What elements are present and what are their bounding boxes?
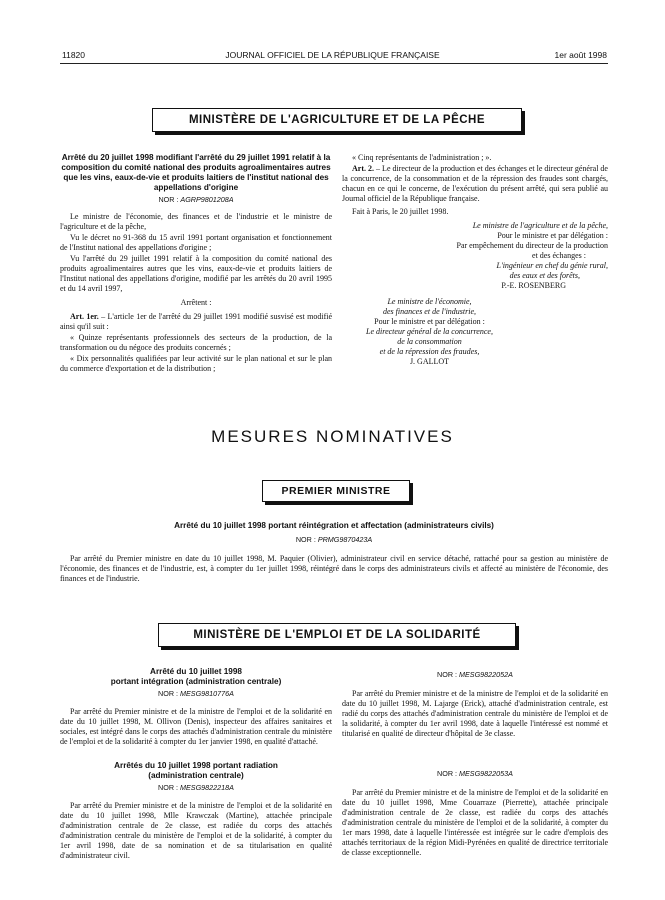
nor-reference <box>60 783 332 792</box>
arrete-body <box>60 707 332 747</box>
arrete-title <box>60 667 332 687</box>
nor-label: NOR : <box>295 535 316 544</box>
nor-reference <box>60 689 332 698</box>
signature-line: des eaux et des forêts, <box>509 271 580 280</box>
nor-code: MESG9810776A <box>180 689 234 698</box>
nor-code: MESG9822053A <box>459 769 513 778</box>
paragraph: Par arrêté du Premier ministre et de la ministre de l'emploi et de la solidarité en date du 10 juillet 1998, Mlle Krawczak (Martine), attachée principale d'administration centrale de 2e classe, est radiée du corps des attachés d'administration centrale du ministère de l'emploi et de la solidarité, à compter du 1er avril 1998, date de sa nomination et de sa titularisation en qualité d'administrateur civil. <box>60 801 332 860</box>
arrete-title: Arrêté du 10 juillet 1998 portant réintégration et affectation (administrateurs civils) <box>174 521 494 530</box>
ministry-emploi-banner: MINISTÈRE DE L'EMPLOI ET DE LA SOLIDARITÉ <box>158 623 516 647</box>
signature-line: Le directeur général de la concurrence, <box>366 327 493 336</box>
signatory-name: J. GALLOT <box>409 357 450 366</box>
nor-label: NOR : <box>437 769 457 778</box>
title-line: Arrêtés du 10 juillet 1998 portant radiation <box>114 761 278 770</box>
nor-code: MESG9822218A <box>180 783 234 792</box>
article-label: Art. 1er. <box>70 312 99 321</box>
arrete-continuation <box>342 153 608 217</box>
paragraph: « Cinq représentants de l'administration ; ». <box>352 153 492 162</box>
ministry-premier-banner: PREMIER MINISTRE <box>262 480 410 502</box>
emploi-left-column <box>60 667 332 862</box>
signature-line: de la consommation <box>397 337 462 346</box>
signature-line: Pour le ministre et par délégation : <box>497 231 608 240</box>
title-line: portant intégration (administration centrale) <box>110 677 282 686</box>
agriculture-left-column <box>60 153 332 375</box>
signatory-name: P.-E. ROSENBERG <box>501 281 566 290</box>
place-date: Fait à Paris, le 20 juillet 1998. <box>352 207 449 216</box>
nor-label: NOR : <box>158 689 178 698</box>
agriculture-right-column <box>342 153 608 367</box>
signature-line: et des échanges : <box>532 251 586 260</box>
nor-label: NOR : <box>158 783 178 792</box>
paragraph: Par arrêté du Premier ministre et de la ministre de l'emploi et de la solidarité en date du 10 juillet 1998, M. Ollivon (Denis), inspecteur des affaires sanitaires et sociales, est intégré dans le corps des attachés d'administration centrale du ministère de l'emploi et de la solidarité à compter du 1er janvier 1998, en qualité d'attaché. <box>60 707 332 746</box>
signature-role: des finances et de l'industrie, <box>382 307 477 316</box>
arrete-body <box>60 212 332 374</box>
paragraph: Le ministre de l'économie, des finances et de l'industrie et le ministre de l'agriculture et de la pêche, <box>60 212 332 231</box>
section-heading: MESURES NOMINATIVES <box>211 427 454 446</box>
paragraph: Vu l'arrêté du 29 juillet 1991 relatif à la composition du comité national des produits agroalimentaires autres que les vins, eaux-de-vie et produits laitiers de l'Institut national des appellations d'origine, modifié par les arrêtés du 20 avril 1995 et du 14 avril 1997, <box>60 254 332 293</box>
nor-code: MESG9822052A <box>459 670 513 679</box>
paragraph: Par arrêté du Premier ministre et de la ministre de l'emploi et de la solidarité en date du 10 juillet 1998, Mme Couarraze (Pierrette), attachée principale d'administration centrale de 2e classe, est radiée du corps des attachés d'administration centrale du ministère de l'emploi et de la solidarité, à compter du 1er mars 1998, date à laquelle l'intéressée est intégrée sur le cadre d'emplois des attachés territoriaux de la région Midi-Pyrénées en qualité de directrice territoriale de classe exceptionnelle. <box>342 788 608 857</box>
article-1 <box>60 312 332 332</box>
arrete-body <box>60 801 332 861</box>
article-text: – L'article 1er de l'arrêté du 29 juillet 1991 modifié susvisé est modifié ainsi qu'il suit : <box>60 312 333 331</box>
arrete-body <box>342 689 608 739</box>
nor-code: AGRP9801208A <box>180 195 234 204</box>
paragraph: « Dix personnalités qualifiées par leur activité sur le plan national et sur le plan du commerce d'exportation et de la distribution ; <box>60 354 332 373</box>
nor-reference <box>342 670 608 679</box>
nor-label: NOR : <box>437 670 457 679</box>
paragraph: Par arrêté du Premier ministre et de la ministre de l'emploi et de la solidarité en date du 10 juillet 1998, M. Lajarge (Erick), attaché d'administration centrale, est radié du corps des attachés d'administration centrale du ministère de l'emploi et de la solidarité, à compter du 1er avril 1998, date à laquelle l'intéressé est nommé et titularisé en qualité de directeur d'hôpital de 3e classe. <box>342 689 608 738</box>
arrete-body <box>60 554 608 585</box>
page-number: 11820 <box>62 50 86 60</box>
signature-line: Par empêchement du directeur de la production <box>456 241 608 250</box>
issue-date: 1er août 1998 <box>554 50 607 60</box>
header-rule <box>60 63 608 64</box>
signature-line: et de la répression des fraudes, <box>379 347 480 356</box>
journal-title: JOURNAL OFFICIEL DE LA RÉPUBLIQUE FRANÇAISE <box>225 50 440 60</box>
paragraph: « Quinze représentants professionnels des secteurs de la production, de la transformation ou du négoce des produits concernés ; <box>60 333 332 352</box>
paragraph: Par arrêté du Premier ministre en date du 10 juillet 1998, M. Paquier (Olivier), administrateur civil en service détaché, rattaché pour sa gestion au ministère de l'économie, des finances et de l'industrie, est, à compter du 1er juillet 1998, réintégré dans le corps des administrateurs civils et affecté au ministère de l'économie, des finances et de l'industrie. <box>60 554 608 583</box>
nor-reference <box>60 535 608 544</box>
nor-code: PRMG9870423A <box>317 535 373 544</box>
signature-block-economie <box>342 297 517 367</box>
title-line: (administration centrale) <box>148 771 244 780</box>
article-label: Art. 2. <box>352 164 375 173</box>
nor-reference <box>60 195 332 204</box>
title-line: Arrêté du 10 juillet 1998 <box>150 667 242 676</box>
ministry-agriculture-banner: MINISTÈRE DE L'AGRICULTURE ET DE LA PÊCHE <box>152 108 522 132</box>
arrete-title: Arrêté du 20 juillet 1998 modifiant l'arrêté du 29 juillet 1991 relatif à la composition du comité national des produits agroalimentaires autres que les vins, eaux-de-vie et produits laitiers de l'institut national des appellations d'origine <box>61 153 331 192</box>
signature-role: Le ministre de l'agriculture et de la pêche, <box>472 221 608 230</box>
article-2 <box>342 164 608 204</box>
signature-line: Pour le ministre et par délégation : <box>374 317 485 326</box>
signature-block-agriculture <box>342 221 608 291</box>
arretent-line: Arrêtent : <box>180 298 212 307</box>
signature-line: L'ingénieur en chef du génie rural, <box>496 261 608 270</box>
signature-role: Le ministre de l'économie, <box>387 297 472 306</box>
arrete-title <box>60 761 332 781</box>
emploi-right-column <box>342 670 608 859</box>
paragraph: Vu le décret no 91-368 du 15 avril 1991 portant organisation et fonctionnement de l'Institut national des appellations d'origine ; <box>60 233 332 252</box>
nor-label: NOR : <box>158 195 179 204</box>
arrete-body <box>342 788 608 858</box>
article-text: – Le directeur de la production et des échanges et le directeur général de la concurrence, de la consommation et de la répression des fraudes sont chargés, chacun en ce qui le concerne, de l'exécution du présent arrêté, qui sera publié au Journal officiel de la République française. <box>342 164 608 203</box>
nor-reference <box>342 769 608 778</box>
